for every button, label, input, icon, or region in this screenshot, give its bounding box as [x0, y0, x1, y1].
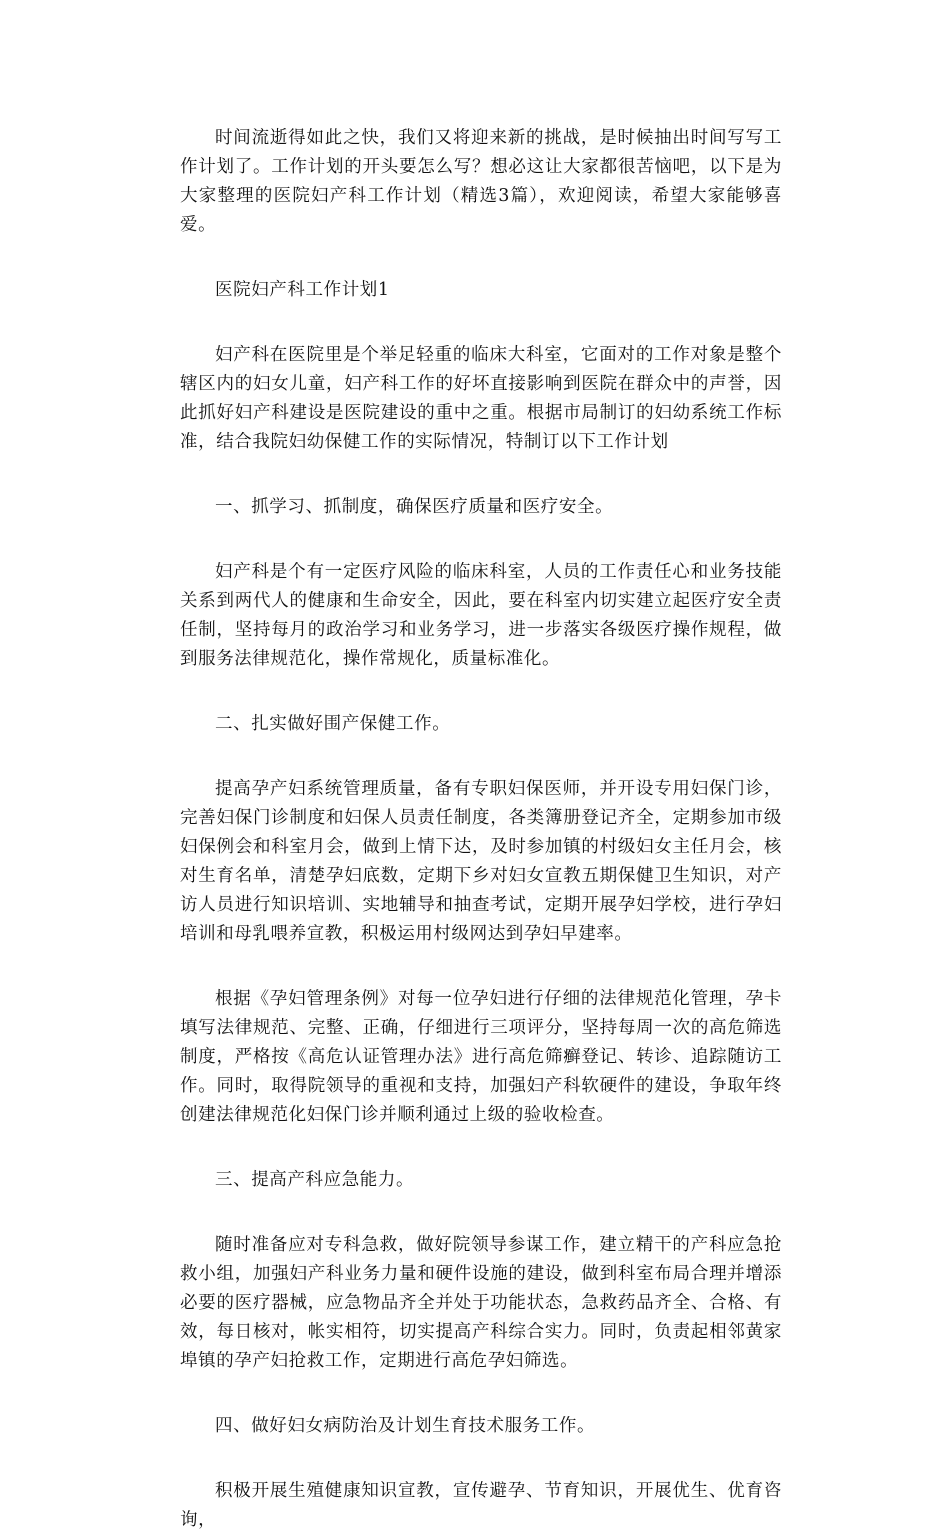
heading-two: 二、扎实做好围产保健工作。 — [215, 714, 451, 734]
heading-one: 一、抓学习、抓制度，确保医疗质量和医疗安全。 — [215, 497, 614, 517]
section-title: 医院妇产科工作计划1 — [215, 280, 390, 300]
heading-four: 四、做好妇女病防治及计划生育技术服务工作。 — [215, 1416, 596, 1436]
paragraph-reproductive-health: 积极开展生殖健康知识宣教，宣传避孕、节育知识，开展优生、优育咨询， — [180, 1481, 782, 1530]
paragraph-overview: 妇产科在医院里是个举足轻重的临床大科室，它面对的工作对象是整个辖区内的妇女儿童，妇产科工作的好坏直接影响到医院在群众中的声誉，因此抓好妇产科建设是医院建设的重中之重。根据市局制订的妇幼系统工作标准，结合我院妇幼保健工作的实际情况，特制订以下工作计划 — [180, 345, 782, 452]
paragraph-perinatal: 提高孕产妇系统管理质量，备有专职妇保医师，并开设专用妇保门诊，完善妇保门诊制度和妇保人员责任制度，各类簿册登记齐全，定期参加市级妇保例会和科室月会，做到上情下达，及时参加镇的村级妇女主任月会，核对生育名单，清楚孕妇底数，定期下乡对妇女宣教五期保健卫生知识，对产访人员进行知识培训、实地辅导和抽查考试，定期开展孕妇学校，进行孕妇培训和母乳喂养宣教，积极运用村级网达到孕妇早建率。 — [180, 779, 782, 944]
intro-paragraph: 时间流逝得如此之快，我们又将迎来新的挑战，是时候抽出时间写写工作计划了。工作计划的开头要怎么写？想必这让大家都很苦恼吧，以下是为大家整理的医院妇产科工作计划（精选3篇），欢迎阅读，希望大家能够喜爱。 — [180, 128, 782, 235]
document-page — [180, 124, 782, 1535]
paragraph-regulation: 根据《孕妇管理条例》对每一位孕妇进行仔细的法律规范化管理，孕卡填写法律规范、完整、正确，仔细进行三项评分，坚持每周一次的高危筛选制度，严格按《高危认证管理办法》进行高危筛癣登记、转诊、追踪随访工作。同时，取得院领导的重视和支持，加强妇产科软硬件的建设，争取年终创建法律规范化妇保门诊并顺利通过上级的验收检查。 — [180, 989, 782, 1125]
paragraph-emergency: 随时准备应对专科急救，做好院领导参谋工作，建立精干的产科应急抢救小组，加强妇产科业务力量和硬件设施的建设，做到科室布局合理并增添必要的医疗器械，应急物品齐全并处于功能状态，急救药品齐全、合格、有效，每日核对，帐实相符，切实提高产科综合实力。同时，负责起相邻黄家埠镇的孕产妇抢救工作，定期进行高危孕妇筛选。 — [180, 1235, 782, 1371]
paragraph-safety: 妇产科是个有一定医疗风险的临床科室，人员的工作责任心和业务技能关系到两代人的健康和生命安全，因此，要在科室内切实建立起医疗安全责任制，坚持每月的政治学习和业务学习，进一步落实各级医疗操作规程，做到服务法律规范化，操作常规化，质量标准化。 — [180, 562, 782, 669]
heading-three: 三、提高产科应急能力。 — [215, 1170, 415, 1190]
